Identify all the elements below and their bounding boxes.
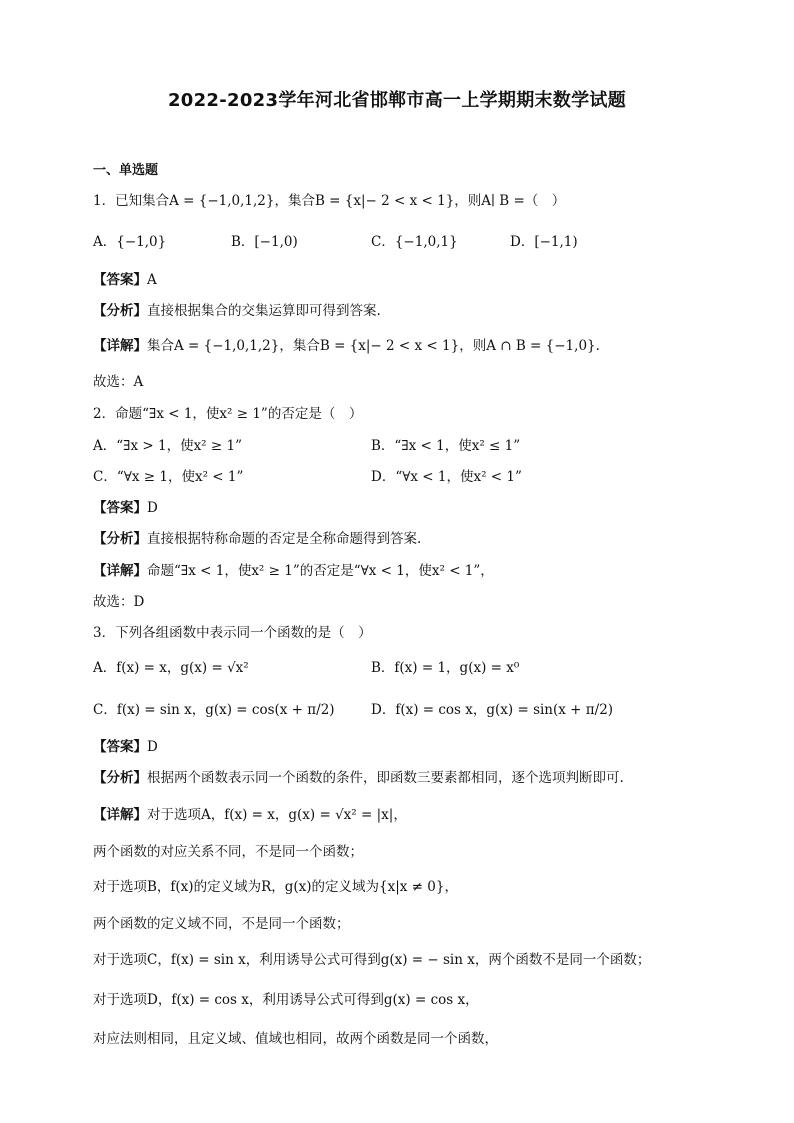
question-2-stem: 2．命题“∃x < 1，使x² ≥ 1”的否定是（ ） [93, 406, 363, 422]
question-3-stem: 3．下列各组函数中表示同一个函数的是（ ） [93, 625, 372, 641]
answer-tag: 【答案】 [93, 500, 147, 516]
q2-option-c: C．“∀x ≥ 1，使x² < 1” [93, 469, 244, 485]
q3-detail-line: 对于选项D，f(x) = cos x，利用诱导公式可得到g(x) = cos x， [93, 992, 479, 1008]
answer-value: A [147, 272, 157, 288]
detail-text: 集合A = {−1,0,1,2}，集合B = {x|− 2 < x < 1}，则A ∩ B = {−1,0}. [147, 338, 600, 354]
q3-detail-line: 两个函数的定义域不同，不是同一个函数； [93, 916, 350, 932]
q1-option-a: A．{−1,0} [93, 234, 167, 250]
q1-answer [93, 270, 157, 290]
detail-tag: 【详解】 [93, 807, 147, 823]
q3-option-a: A．f(x) = x，g(x) = √x² [93, 660, 249, 676]
q1-analysis [93, 301, 381, 321]
analysis-tag: 【分析】 [93, 770, 147, 786]
question-1-stem: 1．已知集合A = {−1,0,1,2}，集合B = {x|− 2 < x < 1}，则A∣ B =（ ） [93, 193, 566, 209]
q2-answer [93, 498, 158, 518]
detail-tag: 【详解】 [93, 563, 147, 579]
q1-choice: 故选：A [93, 374, 144, 390]
q1-detail [93, 336, 600, 356]
answer-value: D [147, 500, 158, 516]
detail-tag: 【详解】 [93, 338, 147, 354]
q3-answer [93, 737, 158, 757]
q3-option-d: D．f(x) = cos x，g(x) = sin(x + π/2) [371, 702, 614, 718]
q3-option-c: C．f(x) = sin x，g(x) = cos(x + π/2) [93, 702, 335, 718]
q2-detail [93, 561, 494, 581]
analysis-tag: 【分析】 [93, 531, 147, 547]
analysis-text: 直接根据特称命题的否定是全称命题得到答案. [147, 531, 422, 547]
q3-option-b: B．f(x) = 1，g(x) = x⁰ [371, 660, 520, 676]
q3-detail-line: 两个函数的对应关系不同，不是同一个函数； [93, 844, 363, 860]
q2-option-a: A．“∃x > 1，使x² ≥ 1” [93, 438, 242, 454]
q1-option-c: C．{−1,0,1} [371, 234, 458, 250]
q2-option-b: B．“∃x < 1，使x² ≤ 1” [371, 438, 521, 454]
q3-detail-line: 对于选项C，f(x) = sin x，利用诱导公式可得到g(x) = − sin x，两个函数不是同一个函数； [93, 952, 651, 968]
q3-detail-line: 对于选项B，f(x)的定义域为R，g(x)的定义域为{x|x ≠ 0}， [93, 879, 458, 895]
section-heading: 一、单选题 [93, 163, 159, 178]
analysis-text: 根据两个函数表示同一个函数的条件，即函数三要素都相同，逐个选项判断即可. [147, 770, 624, 786]
answer-tag: 【答案】 [93, 739, 147, 755]
answer-value: D [147, 739, 158, 755]
page-title: 2022-2023学年河北省邯郸市高一上学期期末数学试题 [167, 90, 627, 111]
q2-choice: 故选：D [93, 594, 145, 610]
q1-option-d: D．[−1,1) [510, 234, 578, 250]
analysis-tag: 【分析】 [93, 303, 147, 319]
q3-detail [93, 805, 407, 825]
analysis-text: 直接根据集合的交集运算即可得到答案. [147, 303, 381, 319]
answer-tag: 【答案】 [93, 272, 147, 288]
q3-detail-line: 对应法则相同，且定义域、值域也相同，故两个函数是同一个函数， [93, 1031, 498, 1047]
detail-text: 对于选项A，f(x) = x，g(x) = √x² = |x|， [147, 807, 407, 823]
q2-option-d: D．“∀x < 1，使x² < 1” [371, 469, 522, 485]
q1-option-b: B．[−1,0) [231, 234, 298, 250]
q3-analysis [93, 768, 624, 788]
q2-analysis [93, 529, 421, 549]
detail-text: 命题“∃x < 1，使x² ≥ 1”的否定是“∀x < 1，使x² < 1”， [147, 563, 494, 579]
